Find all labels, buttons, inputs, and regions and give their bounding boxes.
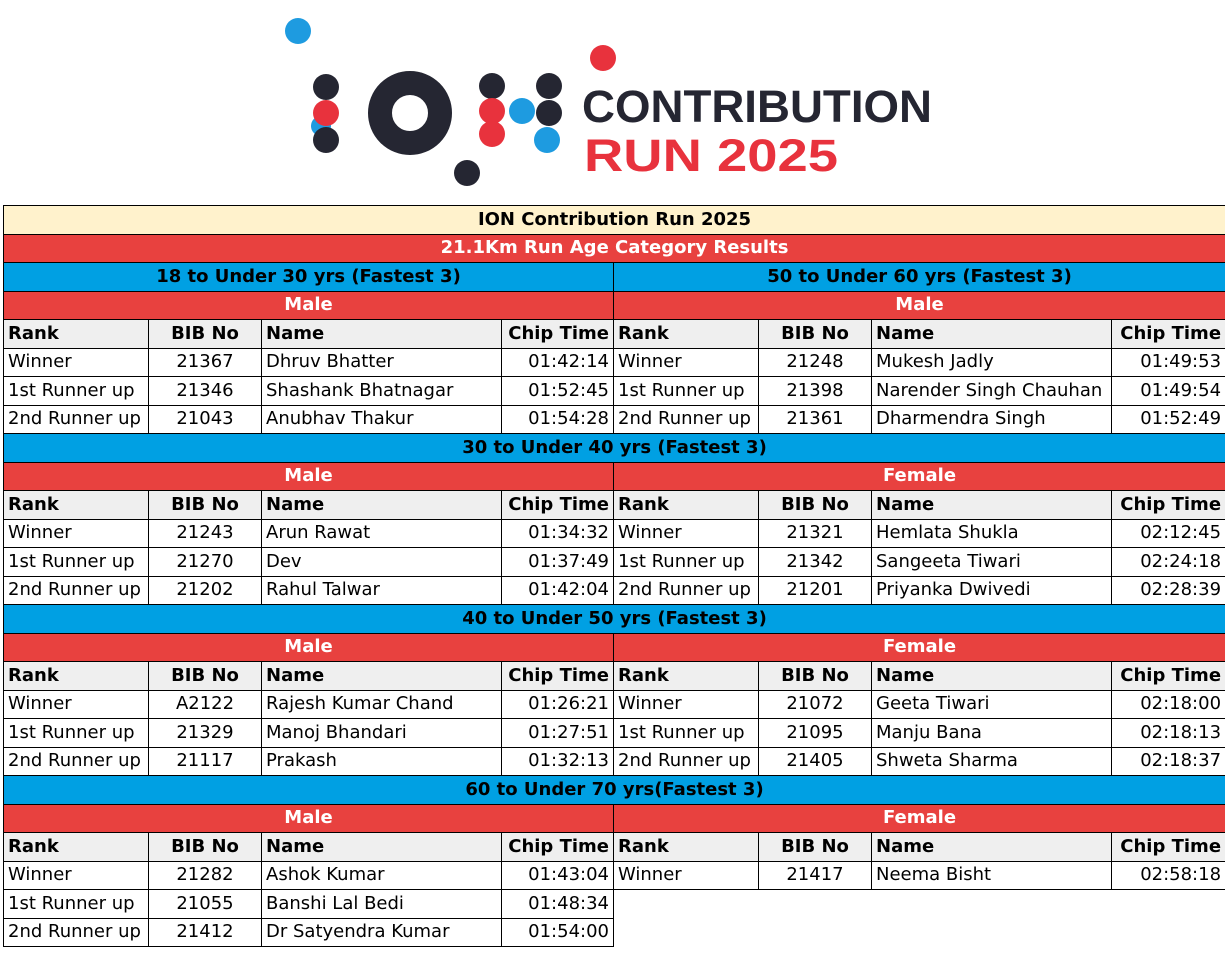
table-row [4, 348, 1225, 377]
name-cell: Manoj Bhandari [262, 719, 502, 748]
logo-dot-blue-top [285, 18, 311, 44]
logo-text-contribution: CONTRIBUTION [582, 81, 932, 132]
logo-dot-red-i [313, 100, 339, 126]
bib-cell: 21342 [759, 548, 872, 577]
chip-time-cell: 01:48:34 [502, 890, 614, 919]
name-cell: Rajesh Kumar Chand [262, 690, 502, 719]
age-category-60-70: 60 to Under 70 yrs(Fastest 3) [4, 776, 1225, 805]
col-header-rank: Rank [614, 662, 759, 691]
rank-cell: 2nd Runner up [4, 747, 149, 776]
name-cell: Dharmendra Singh [872, 405, 1112, 434]
chip-time-cell: 01:52:49 [1112, 405, 1225, 434]
table-row [4, 405, 1225, 434]
col-header-chip-time: Chip Time [1112, 320, 1225, 349]
logo-dot-blue-n [509, 98, 535, 124]
col-header-bib: BIB No [759, 320, 872, 349]
chip-time-cell: 01:26:21 [502, 690, 614, 719]
col-header-bib: BIB No [149, 491, 262, 520]
rank-cell: 2nd Runner up [614, 576, 759, 605]
table-row [4, 719, 1225, 748]
col-header-chip-time: Chip Time [502, 320, 614, 349]
logo-dot-red-top [590, 45, 616, 71]
rank-cell: 1st Runner up [614, 377, 759, 406]
age-category-50-60: 50 to Under 60 yrs (Fastest 3) [614, 263, 1225, 292]
bib-cell: 21095 [759, 719, 872, 748]
empty-cell [614, 918, 1225, 947]
logo-text-run-2025: RUN 2025 [584, 130, 838, 181]
rank-cell: 2nd Runner up [614, 405, 759, 434]
chip-time-cell: 01:43:04 [502, 861, 614, 890]
gender-label-female: Female [614, 462, 1225, 491]
bib-cell: 21043 [149, 405, 262, 434]
gender-label-male: Male [4, 291, 614, 320]
col-header-bib: BIB No [759, 662, 872, 691]
logo-dot-dark-i1 [313, 74, 339, 100]
name-cell: Rahul Talwar [262, 576, 502, 605]
empty-cell [614, 890, 1225, 919]
table-row [4, 519, 1225, 548]
col-header-rank: Rank [614, 491, 759, 520]
name-cell: Geeta Tiwari [872, 690, 1112, 719]
chip-time-cell: 01:37:49 [502, 548, 614, 577]
chip-time-cell: 02:18:13 [1112, 719, 1225, 748]
chip-time-cell: 01:27:51 [502, 719, 614, 748]
name-cell: Priyanka Dwivedi [872, 576, 1112, 605]
col-header-bib: BIB No [759, 833, 872, 862]
name-cell: Prakash [262, 747, 502, 776]
bib-cell: 21346 [149, 377, 262, 406]
logo-ring-o [380, 83, 440, 143]
col-header-chip-time: Chip Time [1112, 491, 1225, 520]
bib-cell: 21361 [759, 405, 872, 434]
col-header-chip-time: Chip Time [502, 491, 614, 520]
logo-dot-dark-n2 [536, 73, 562, 99]
logo-dot-red-n1 [479, 98, 505, 124]
rank-cell: Winner [4, 519, 149, 548]
table-row [4, 690, 1225, 719]
bib-cell: 21270 [149, 548, 262, 577]
col-header-name: Name [262, 320, 502, 349]
bib-cell: 21117 [149, 747, 262, 776]
col-header-name: Name [872, 491, 1112, 520]
col-header-rank: Rank [614, 320, 759, 349]
name-cell: Anubhav Thakur [262, 405, 502, 434]
name-cell: Arun Rawat [262, 519, 502, 548]
rank-cell: 1st Runner up [4, 548, 149, 577]
age-category-40-50: 40 to Under 50 yrs (Fastest 3) [4, 605, 1225, 634]
bib-cell: 21412 [149, 918, 262, 947]
bib-cell: 21055 [149, 890, 262, 919]
name-cell: Dr Satyendra Kumar [262, 918, 502, 947]
chip-time-cell: 01:32:13 [502, 747, 614, 776]
bib-cell: 21248 [759, 348, 872, 377]
ion-contribution-run-logo [0, 0, 1225, 205]
chip-time-cell: 02:18:37 [1112, 747, 1225, 776]
bib-cell: 21398 [759, 377, 872, 406]
rank-cell: Winner [4, 348, 149, 377]
bib-cell: 21367 [149, 348, 262, 377]
chip-time-cell: 01:42:04 [502, 576, 614, 605]
col-header-name: Name [872, 320, 1112, 349]
bib-cell: 21202 [149, 576, 262, 605]
name-cell: Narender Singh Chauhan [872, 377, 1112, 406]
rank-cell: Winner [4, 861, 149, 890]
rank-cell: 2nd Runner up [4, 918, 149, 947]
bib-cell: 21405 [759, 747, 872, 776]
name-cell: Ashok Kumar [262, 861, 502, 890]
rank-cell: 1st Runner up [4, 890, 149, 919]
table-row [4, 890, 1225, 919]
col-header-bib: BIB No [759, 491, 872, 520]
chip-time-cell: 01:52:45 [502, 377, 614, 406]
col-header-chip-time: Chip Time [1112, 833, 1225, 862]
chip-time-cell: 01:34:32 [502, 519, 614, 548]
name-cell: Dev [262, 548, 502, 577]
col-header-name: Name [262, 833, 502, 862]
age-category-18-30: 18 to Under 30 yrs (Fastest 3) [4, 263, 614, 292]
name-cell: Manju Bana [872, 719, 1112, 748]
rank-cell: 1st Runner up [614, 548, 759, 577]
col-header-rank: Rank [4, 662, 149, 691]
logo-dot-dark-n1 [479, 73, 505, 99]
bib-cell: 21201 [759, 576, 872, 605]
chip-time-cell: 01:42:14 [502, 348, 614, 377]
bib-cell: 21072 [759, 690, 872, 719]
bib-cell: 21243 [149, 519, 262, 548]
col-header-name: Name [262, 491, 502, 520]
table-row [4, 576, 1225, 605]
name-cell: Hemlata Shukla [872, 519, 1112, 548]
col-header-bib: BIB No [149, 320, 262, 349]
rank-cell: Winner [614, 861, 759, 890]
col-header-chip-time: Chip Time [1112, 662, 1225, 691]
chip-time-cell: 02:24:18 [1112, 548, 1225, 577]
name-cell: Dhruv Bhatter [262, 348, 502, 377]
chip-time-cell: 01:54:00 [502, 918, 614, 947]
age-category-30-40: 30 to Under 40 yrs (Fastest 3) [4, 434, 1225, 463]
rank-cell: Winner [614, 348, 759, 377]
col-header-rank: Rank [4, 833, 149, 862]
col-header-rank: Rank [4, 491, 149, 520]
name-cell: Sangeeta Tiwari [872, 548, 1112, 577]
rank-cell: 1st Runner up [614, 719, 759, 748]
rank-cell: 2nd Runner up [614, 747, 759, 776]
logo-dot-blue-n2 [534, 127, 560, 153]
rank-cell: 2nd Runner up [4, 576, 149, 605]
bib-cell: 21329 [149, 719, 262, 748]
table-row [4, 918, 1225, 947]
chip-time-cell: 02:28:39 [1112, 576, 1225, 605]
table-row [4, 747, 1225, 776]
name-cell: Banshi Lal Bedi [262, 890, 502, 919]
col-header-bib: BIB No [149, 662, 262, 691]
rank-cell: 1st Runner up [4, 377, 149, 406]
name-cell: Mukesh Jadly [872, 348, 1112, 377]
chip-time-cell: 02:18:00 [1112, 690, 1225, 719]
col-header-name: Name [872, 662, 1112, 691]
chip-time-cell: 01:49:53 [1112, 348, 1225, 377]
rank-cell: Winner [4, 690, 149, 719]
gender-label-male: Male [4, 633, 614, 662]
rank-cell: Winner [614, 519, 759, 548]
table-row [4, 377, 1225, 406]
logo-dot-dark-bottom [454, 160, 480, 186]
logo-text-ion: ION [0, 0, 2, 1]
table-subtitle: 21.1Km Run Age Category Results [4, 234, 1225, 263]
rank-cell: 2nd Runner up [4, 405, 149, 434]
table-title: ION Contribution Run 2025 [4, 206, 1225, 235]
rank-cell: Winner [614, 690, 759, 719]
table-row [4, 861, 1225, 890]
col-header-chip-time: Chip Time [502, 662, 614, 691]
chip-time-cell: 01:49:54 [1112, 377, 1225, 406]
gender-label-female: Female [614, 633, 1225, 662]
logo-dot-dark-n3 [536, 100, 562, 126]
rank-cell: 1st Runner up [4, 719, 149, 748]
bib-cell: 21321 [759, 519, 872, 548]
bib-cell: 21417 [759, 861, 872, 890]
bib-cell: A2122 [149, 690, 262, 719]
chip-time-cell: 02:58:18 [1112, 861, 1225, 890]
gender-label-male: Male [4, 462, 614, 491]
chip-time-cell: 01:54:28 [502, 405, 614, 434]
logo-dot-dark-i2 [313, 127, 339, 153]
logo-dot-red-n2 [479, 121, 505, 147]
chip-time-cell: 02:12:45 [1112, 519, 1225, 548]
gender-label-female: Female [614, 804, 1225, 833]
name-cell: Neema Bisht [872, 861, 1112, 890]
col-header-bib: BIB No [149, 833, 262, 862]
col-header-rank: Rank [4, 320, 149, 349]
table-row [4, 548, 1225, 577]
bib-cell: 21282 [149, 861, 262, 890]
col-header-name: Name [872, 833, 1112, 862]
col-header-rank: Rank [614, 833, 759, 862]
name-cell: Shashank Bhatnagar [262, 377, 502, 406]
gender-label-male: Male [4, 804, 614, 833]
gender-label-male: Male [614, 291, 1225, 320]
col-header-name: Name [262, 662, 502, 691]
name-cell: Shweta Sharma [872, 747, 1112, 776]
col-header-chip-time: Chip Time [502, 833, 614, 862]
results-table [3, 205, 1225, 947]
